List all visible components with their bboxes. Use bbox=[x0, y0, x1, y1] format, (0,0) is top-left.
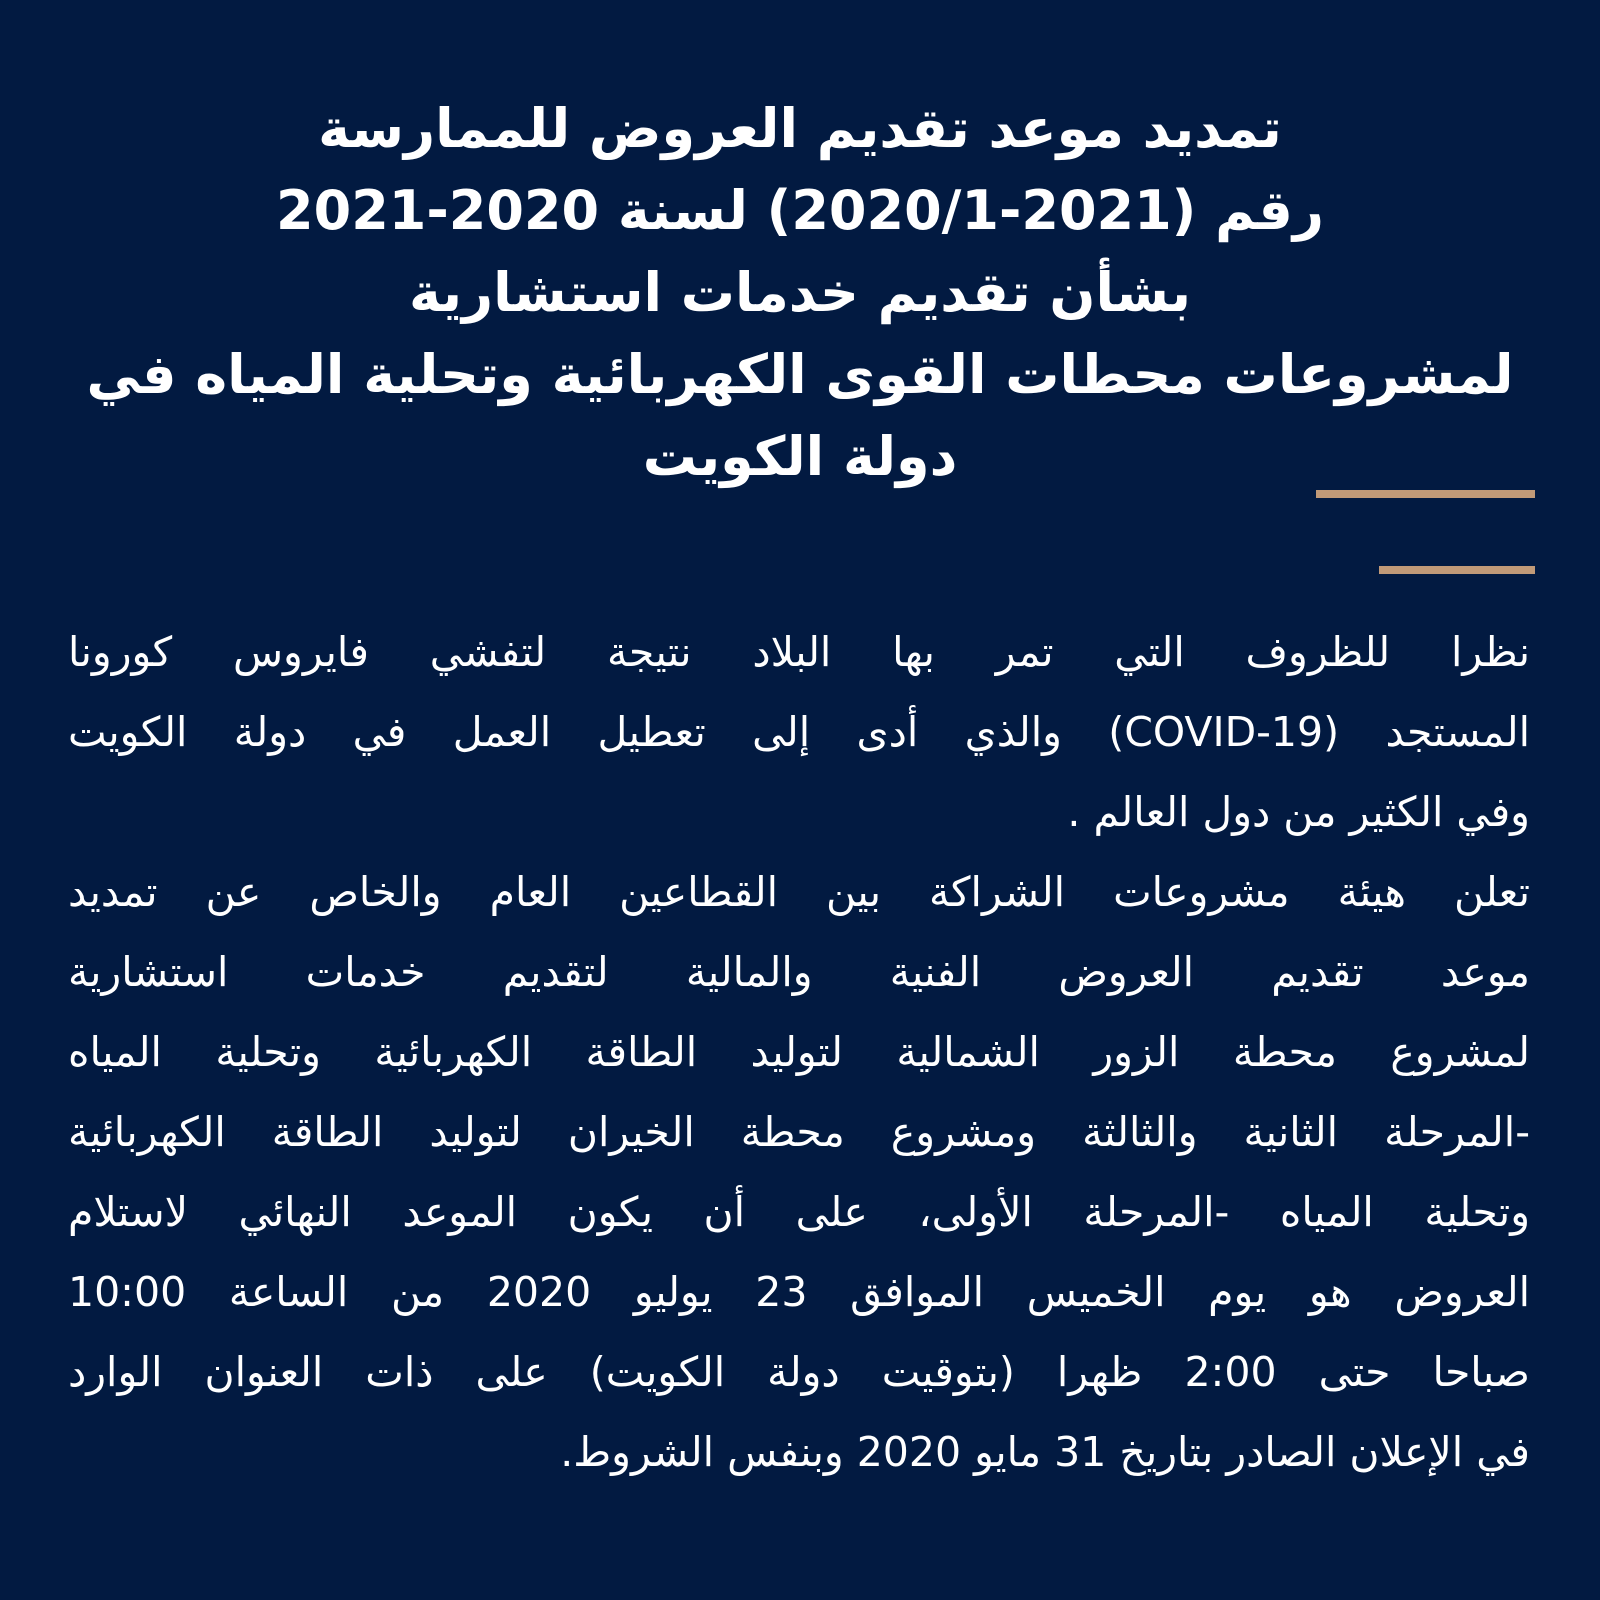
body-line: موعد تقديم العروض الفنية والمالية لتقديم خدمات استشارية bbox=[68, 948, 1530, 996]
accent-divider-short bbox=[1379, 566, 1535, 574]
body-line: نظرا للظروف التي تمر بها البلاد نتيجة لتفشي فايروس كورونا bbox=[68, 628, 1530, 676]
title-line: لمشروعات محطات القوى الكهربائية وتحلية المياه في bbox=[86, 343, 1514, 406]
title-line: دولة الكويت bbox=[642, 425, 958, 488]
body-line: المستجد (COVID-19) والذي أدى إلى تعطيل العمل في دولة الكويت bbox=[68, 708, 1530, 756]
body-line: -المرحلة الثانية والثالثة ومشروع محطة الخيران لتوليد الطاقة الكهربائية bbox=[68, 1108, 1530, 1156]
body-line: تعلن هيئة مشروعات الشراكة بين القطاعين العام والخاص عن تمديد bbox=[68, 868, 1530, 916]
announcement-body bbox=[68, 612, 1530, 1492]
body-line: في الإعلان الصادر بتاريخ 31 مايو 2020 وبنفس الشروط. bbox=[560, 1428, 1530, 1476]
title-line: رقم (2021-2020/1) لسنة 2020-2021 bbox=[276, 179, 1324, 242]
body-line: صباحا حتى 2:00 ظهرا (بتوقيت دولة الكويت) على ذات العنوان الوارد bbox=[68, 1348, 1530, 1396]
body-line: لمشروع محطة الزور الشمالية لتوليد الطاقة الكهربائية وتحلية المياه bbox=[68, 1028, 1530, 1076]
announcement-title bbox=[60, 88, 1540, 498]
accent-divider-long bbox=[1316, 490, 1535, 498]
title-line: تمديد موعد تقديم العروض للممارسة bbox=[318, 97, 1282, 160]
body-line: وتحلية المياه -المرحلة الأولى، على أن يكون الموعد النهائي لاستلام bbox=[68, 1188, 1530, 1236]
title-line: بشأن تقديم خدمات استشارية bbox=[408, 261, 1192, 324]
body-line: وفي الكثير من دول العالم . bbox=[1067, 788, 1530, 836]
body-line: العروض هو يوم الخميس الموافق 23 يوليو 2020 من الساعة 10:00 bbox=[68, 1268, 1530, 1316]
